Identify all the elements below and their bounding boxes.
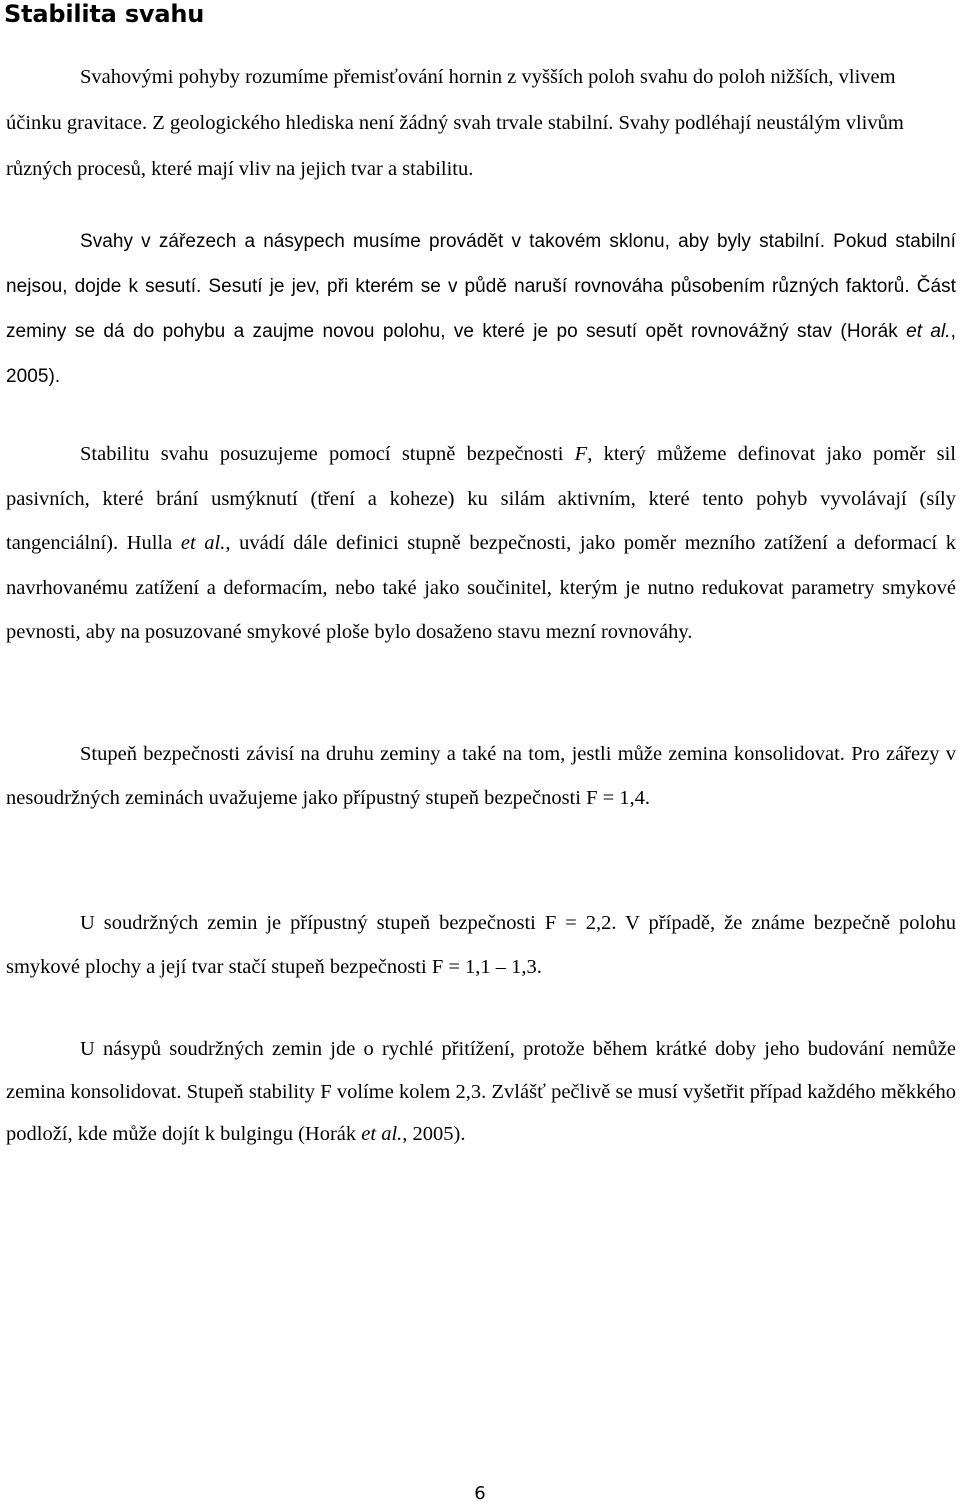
- paragraph-safety-factor: [6, 432, 956, 655]
- text-segment: Svahy v zářezech a násypech musíme provádět v takovém sklonu, aby byly stabilní. Pokud stabilní nejsou, dojde k sesutí. Sesutí je jev, při kterém se v půdě naruší rovnováha působením různých faktorů. Část zeminy se dá do pohybu a zaujme novou polohu, ve které je po sesutí opět rovnovážný stav (Horák: [6, 231, 956, 342]
- italic-text-segment: et al.: [361, 1123, 403, 1145]
- italic-text-segment: et al.: [906, 321, 951, 342]
- text-segment: U násypů soudržných zemin jde o rychlé přitížení, protože během krátké doby jeho budování nemůže zemina konsolidovat. Stupeň stability F volíme kolem 2,3. Zvlášť pečlivě se musí vyšetřit případ každého měkkého podloží, kde může dojít k bulgingu (Horák: [6, 1038, 956, 1145]
- paragraph-soil-type: [6, 733, 956, 820]
- paragraph-slope-movements: [6, 54, 956, 192]
- paragraph-cohesive-soils: [6, 902, 956, 989]
- text-segment: , uvádí dále definici stupně bezpečnosti, jako poměr mezního zatížení a deformací k navrhovanému zatížení a deformacím, nebo také jako součinitel, kterým je nutno redukovat parametry smykové pevnosti, aby na posuzované smykové ploše bylo dosaženo stavu mezní rovnováhy.: [6, 532, 956, 643]
- paragraph-slope-sliding: [6, 219, 956, 399]
- page-number: 6: [474, 1483, 486, 1504]
- text-segment: , který můžeme definovat jako poměr sil pasivních, které brání usmýknutí (tření a koheze) ku silám aktivním, které tento pohyb vyvolávají (síly tangenciální). Hulla: [6, 443, 957, 554]
- text-segment: , 2005).: [6, 321, 956, 387]
- text-segment: , 2005).: [402, 1123, 466, 1145]
- text-segment: Stabilitu svahu posuzujeme pomocí stupně bezpečnosti: [80, 443, 575, 465]
- italic-text-segment: et al.: [180, 532, 226, 554]
- section-heading: Stabilita svahu: [4, 0, 205, 28]
- italic-text-segment: F: [574, 443, 588, 465]
- text-segment: U soudržných zemin je přípustný stupeň bezpečnosti F = 2,2. V případě, že známe bezpečně polohu smykové plochy a její tvar stačí stupeň bezpečnosti F = 1,1 – 1,3.: [6, 912, 956, 978]
- paragraph-embankments: [6, 1028, 956, 1156]
- text-segment: Svahovými pohyby rozumíme přemisťování hornin z vyšších poloh svahu do poloh nižších, vlivem účinku gravitace. Z geologického hlediska není žádný svah trvale stabilní. Svahy podléhají neustálým vlivům různých procesů, které mají vliv na jejich tvar a stabilitu.: [6, 66, 904, 180]
- text-segment: Stupeň bezpečnosti závisí na druhu zeminy a také na tom, jestli může zemina konsolidovat. Pro zářezy v nesoudržných zeminách uvažujeme jako přípustný stupeň bezpečnosti F = 1,4.: [6, 743, 956, 809]
